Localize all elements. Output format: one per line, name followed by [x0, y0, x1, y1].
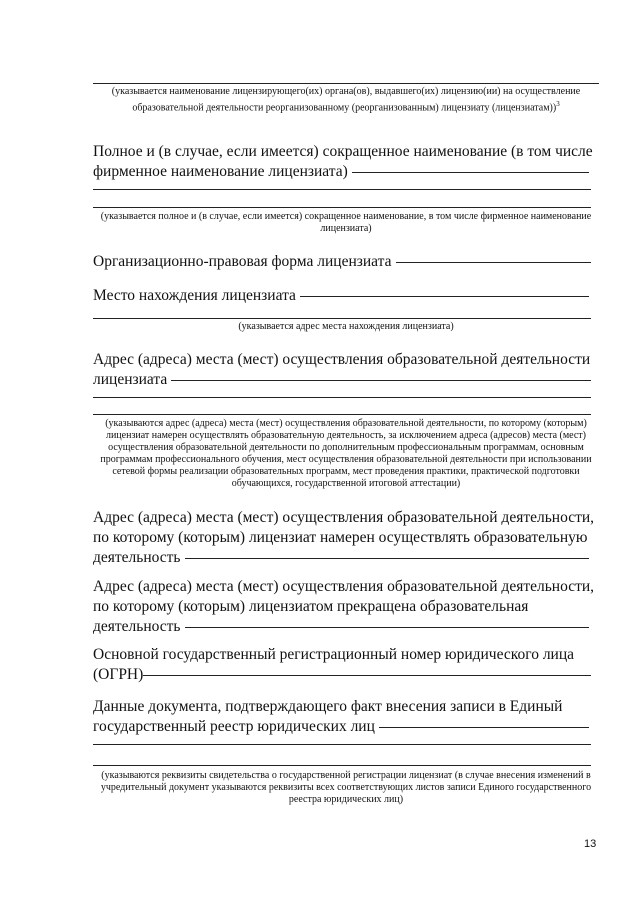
address-label-line2: лицензиата [93, 371, 168, 388]
address-extra-line-2[interactable] [93, 414, 591, 415]
location-input-line[interactable] [300, 296, 589, 297]
terminated-address-input-line[interactable] [185, 627, 589, 628]
terminated-address-field [93, 577, 599, 637]
terminated-address-line3: деятельность [93, 618, 181, 635]
licensing-authority-note-text: (указывается наименование лицензирующего(их) органа(ов), выдавшего(их) лицензию(ии) на осуществление образовательной деятельности реорганизованному (реорганизованным) лицензиату (лицензиатам)) [111, 86, 581, 114]
egrul-extra-line[interactable] [93, 744, 591, 745]
ogrn-input-line[interactable] [143, 675, 591, 676]
terminated-address-line1: Адрес (адреса) места (мест) осуществления образовательной деятельности, [93, 578, 595, 595]
address-extra-line[interactable] [93, 397, 591, 398]
ogrn-field [93, 645, 599, 685]
egrul-note: (указываются реквизиты свидетельства о государственной регистрации лицензиат (в случае внесения изменений в учредительный документ указываются реквизиты всех соответствующих листов записи Единого государственного реестра юридических лиц) [100, 770, 592, 805]
org-form-field [93, 252, 599, 272]
intended-address-field [93, 508, 599, 568]
full-name-extra-line[interactable] [93, 189, 591, 190]
address-input-line[interactable] [171, 380, 591, 381]
full-name-label-line1: Полное и (в случае, если имеется) сокращенное наименование (в том числе [93, 143, 593, 160]
org-form-label: Организационно-правовая форма лицензиата [93, 253, 392, 270]
egrul-extra-line-2[interactable] [93, 765, 591, 766]
location-field [93, 286, 599, 306]
location-label: Место нахождения лицензиата [93, 287, 296, 304]
full-name-note: (указывается полное и (в случае, если имеется) сокращенное наименование, в том числе фирменное наименование лицензиата) [100, 211, 592, 234]
full-name-label-line2: фирменное наименование лицензиата) [93, 163, 348, 180]
egrul-label-line2: государственный реестр юридических лиц [93, 718, 375, 735]
egrul-label-line1: Данные документа, подтверждающего факт внесения записи в Единый [93, 698, 563, 715]
ogrn-label-line1: Основной государственный регистрационный номер юридического лица [93, 646, 575, 663]
intended-address-line3: деятельность [93, 549, 181, 566]
full-name-input-line[interactable] [352, 172, 589, 173]
intended-address-input-line[interactable] [185, 558, 589, 559]
address-field [93, 350, 599, 390]
intended-address-line2: по которому (которым) лицензиат намерен осуществлять образовательную [93, 529, 588, 546]
address-label-line1: Адрес (адреса) места (мест) осуществления образовательной деятельности [93, 351, 591, 368]
intended-address-line1: Адрес (адреса) места (мест) осуществления образовательной деятельности, [93, 509, 595, 526]
footnote-mark: 3 [556, 100, 560, 108]
page-number: 13 [584, 838, 597, 850]
terminated-address-line2: по которому (которым) лицензиатом прекращена образовательная [93, 598, 529, 615]
egrul-input-line[interactable] [379, 727, 589, 728]
full-name-extra-line-2[interactable] [93, 207, 591, 208]
location-extra-line[interactable] [93, 318, 591, 319]
licensing-authority-note [108, 86, 584, 114]
full-name-field [93, 142, 599, 182]
address-note: (указываются адрес (адреса) места (мест) осуществления образовательной деятельности, по которому (которым) лицензиат намерен осуществлять образовательную деятельность, за исключением адреса (адресов) места (мест) осуществления образовательной деятельности по дополнительным профессиональным программам, основным программам профессионального обучения, мест осуществления образовательной деятельности при использовании сетевой формы реализации образовательных программ, мест проведения практики, практической подготовки обучающихся, государственной итоговой аттестации) [100, 418, 592, 489]
top-blank-line [93, 83, 599, 84]
ogrn-label-line2: (ОГРН) [93, 666, 144, 683]
egrul-field [93, 697, 599, 737]
location-note: (указывается адрес места нахождения лицензиата) [238, 321, 454, 332]
org-form-input-line[interactable] [396, 262, 591, 263]
